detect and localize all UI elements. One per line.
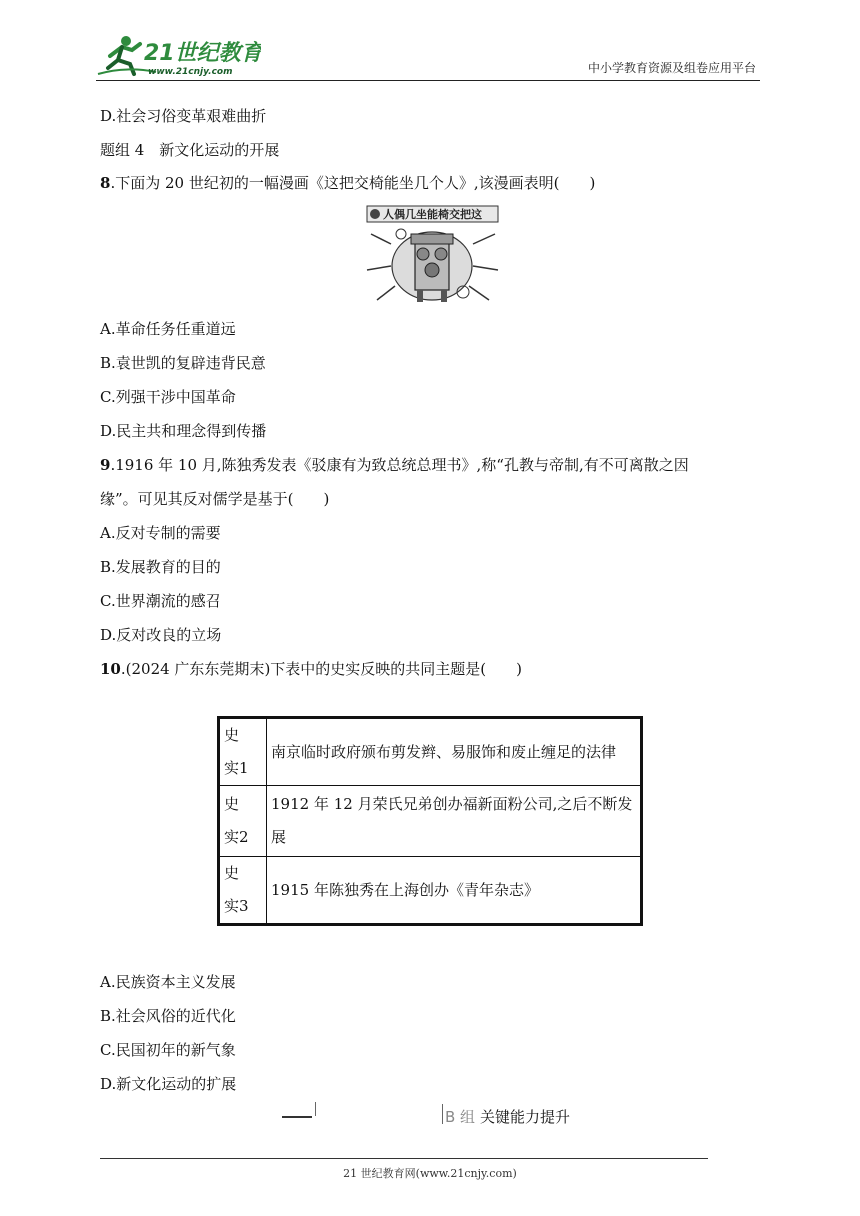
group-heading: 题组 4 新文化运动的开展 — [100, 141, 280, 159]
logo-url: www.21cnjy.com — [148, 67, 233, 77]
q8-option-d: D.民主共和理念得到传播 — [100, 422, 267, 440]
table-row — [219, 718, 642, 786]
section-rule — [282, 1116, 312, 1118]
q10-number: 10 — [100, 660, 121, 678]
table-row — [219, 786, 642, 857]
platform-name: 中小学教育资源及组卷应用平台 — [587, 61, 756, 75]
section-b-heading — [282, 1100, 602, 1130]
row-content: 南京临时政府颁布剪发辫、易服饰和废止缠足的法律 — [267, 718, 642, 786]
q8-stem — [100, 173, 595, 193]
row-label: 史 实1 — [219, 718, 267, 786]
footer-rule — [100, 1158, 708, 1159]
q8-text: .下面为 20 世纪初的一幅漫画《这把交椅能坐几个人》,该漫画表明( ) — [110, 174, 596, 192]
logo-text: 21世纪教育 — [144, 41, 261, 66]
footer-text: 21 世纪教育网(www.21cnjy.com) — [343, 1167, 517, 1180]
q8-option-c: C.列强干涉中国革命 — [100, 388, 236, 406]
row-content: 1912 年 12 月荣氏兄弟创办福新面粉公司,之后不断发展 — [267, 786, 642, 857]
page-header — [96, 30, 760, 81]
q10-text: .(2024 广东东莞期末)下表中的史实反映的共同主题是( ) — [120, 660, 522, 678]
cartoon-image — [365, 204, 500, 308]
logo — [96, 32, 261, 78]
q9-stem-line1 — [100, 455, 689, 475]
section-b-prefix: B 组 — [445, 1108, 476, 1126]
q10-option-c: C.民国初年的新气象 — [100, 1041, 236, 1059]
q9-option-c: C.世界潮流的感召 — [100, 592, 221, 610]
cartoon-caption: 人偶几坐能椅交把这 — [383, 208, 482, 221]
row-content: 1915 年陈独秀在上海创办《青年杂志》 — [267, 857, 642, 925]
section-divider — [442, 1104, 443, 1124]
q9-option-b: B.发展教育的目的 — [100, 558, 221, 576]
facts-table — [217, 716, 643, 926]
q8-option-a: A.革命任务任重道远 — [100, 320, 236, 338]
cartoon-chair-icon — [365, 204, 500, 308]
q10-stem — [100, 659, 522, 679]
q9-option-d: D.反对改良的立场 — [100, 626, 222, 644]
q9-number: 9 — [100, 456, 111, 474]
q8-option-b: B.袁世凯的复辟违背民意 — [100, 354, 266, 372]
q9-option-a: A.反对专制的需要 — [100, 524, 221, 542]
runner-logo-icon — [96, 32, 261, 78]
q10-option-d: D.新文化运动的扩展 — [100, 1075, 237, 1093]
q7-option-d: D.社会习俗变革艰难曲折 — [100, 107, 267, 125]
q10-option-b: B.社会风俗的近代化 — [100, 1007, 236, 1025]
row-label: 史 实2 — [219, 786, 267, 857]
q9-stem-line2: 缘”。可见其反对儒学是基于( ) — [100, 490, 330, 508]
table-row — [219, 857, 642, 925]
q8-number: 8 — [100, 174, 111, 192]
section-b-title: 关键能力提升 — [480, 1108, 571, 1126]
q10-option-a: A.民族资本主义发展 — [100, 973, 236, 991]
section-divider — [315, 1102, 316, 1116]
q9-text-1: .1916 年 10 月,陈独秀发表《驳康有为致总统总理书》,称“孔教与帝制,有不可离散之因 — [110, 456, 689, 474]
row-label: 史 实3 — [219, 857, 267, 925]
